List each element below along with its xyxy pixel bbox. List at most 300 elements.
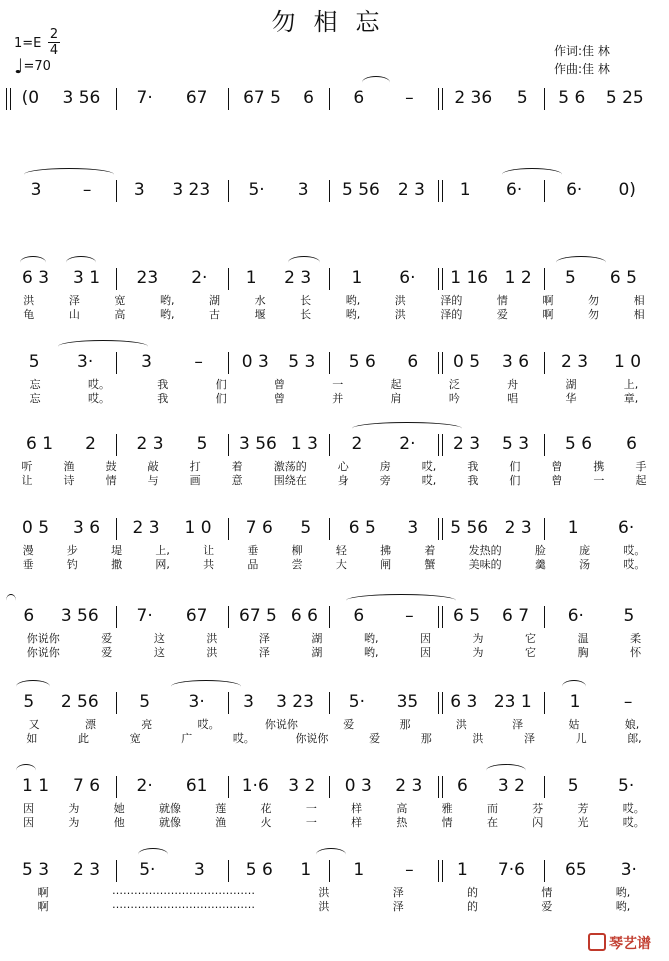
- lyric-syllable: 尝: [291, 558, 303, 571]
- lyric-syllable: 啊: [542, 308, 554, 321]
- beat: 6: [303, 88, 314, 108]
- lyric-syllable: 脸: [534, 544, 546, 557]
- bar-line: [544, 88, 545, 110]
- lyric-syllable: 柔: [630, 632, 642, 645]
- lyric-syllable: 芳: [577, 802, 589, 815]
- lyric-syllable: 湖: [209, 294, 221, 307]
- lyric-syllable: 堰: [254, 308, 266, 321]
- lyric-syllable: 亮: [141, 718, 153, 731]
- beat: 2: [351, 434, 363, 454]
- bar-line: [116, 268, 117, 290]
- lyric-syllable: 房: [379, 460, 391, 473]
- measure: [232, 350, 325, 374]
- bar-line: [116, 776, 117, 798]
- beat: 6·: [566, 180, 583, 200]
- beat: 6·: [506, 180, 523, 200]
- measure: [548, 604, 654, 628]
- measure: [10, 858, 112, 882]
- measure: [333, 858, 434, 882]
- lyric-syllable: 曾: [273, 378, 285, 391]
- lyrics-verse-1: [6, 376, 662, 391]
- lyric-syllable: 相: [633, 294, 645, 307]
- bar-line: [116, 434, 117, 456]
- measure: [120, 858, 224, 882]
- lyric-syllable: 湖: [311, 632, 323, 645]
- lyric-syllable: 渔: [63, 460, 75, 473]
- beat: 3 23: [276, 692, 314, 712]
- measure: [442, 774, 540, 798]
- lyric-syllable: 一: [593, 474, 605, 487]
- lyric-syllable: 爱: [496, 308, 508, 321]
- lyric-syllable: 忘: [29, 378, 41, 391]
- lyric-syllable: 渔: [215, 816, 227, 829]
- lyric-syllable: 闪: [532, 816, 544, 829]
- measure: [120, 774, 224, 798]
- measure: [333, 178, 434, 202]
- tie-arc: [58, 340, 148, 353]
- notation-line: [6, 432, 662, 456]
- lyrics-verse-2: [6, 814, 662, 829]
- lyric-syllable: 曾: [551, 474, 563, 487]
- beat: 3: [193, 860, 205, 880]
- beat: 3: [30, 180, 42, 200]
- beat: 5 56: [342, 180, 380, 200]
- measure: [10, 432, 112, 456]
- lyric-syllable: 热: [396, 816, 408, 829]
- beat: 1 16: [450, 268, 489, 288]
- lyric-syllable: 漫: [22, 544, 34, 557]
- lyric-syllable: 为: [472, 632, 484, 645]
- beat: 7·: [136, 88, 153, 108]
- beat: 1 1: [21, 776, 50, 796]
- bar-line: [438, 434, 443, 456]
- beat: 2·: [136, 776, 153, 796]
- lyric-syllable: 舟: [507, 378, 519, 391]
- lyric-syllable: 泽: [258, 632, 270, 645]
- lyric-syllable: 样: [351, 816, 363, 829]
- lyric-syllable: 你说你: [26, 646, 60, 659]
- beat: 1: [353, 860, 365, 880]
- lyric-syllable: 雅: [441, 802, 453, 815]
- bar-line: [438, 518, 443, 540]
- lyric-syllable: 洪: [206, 646, 218, 659]
- bar-line: [438, 352, 443, 374]
- tie-arc: [6, 594, 16, 607]
- beat: 6: [353, 88, 365, 108]
- beat: 1: [245, 268, 257, 288]
- lyric-syllable: 章,: [623, 392, 639, 405]
- measure: [333, 86, 434, 110]
- beat: 6·: [618, 518, 635, 538]
- tie-arc: [138, 848, 168, 861]
- beat: 0 3: [241, 352, 269, 372]
- beat: 5 6: [558, 88, 586, 108]
- beat: 5: [28, 352, 40, 372]
- lyric-syllable: 垂: [22, 558, 34, 571]
- tie-arc: [352, 422, 462, 435]
- measure: [232, 774, 325, 798]
- lyric-syllable: 洪: [318, 886, 330, 899]
- beat: 3 1: [72, 268, 101, 288]
- measure: [10, 516, 112, 540]
- notation-line: [6, 604, 662, 628]
- beat: 6: [407, 352, 419, 372]
- lyric-syllable: 哎。: [622, 802, 645, 815]
- beat: 3 56: [62, 88, 101, 108]
- bar-line: [228, 692, 229, 714]
- lyric-syllable: 吟: [448, 392, 460, 405]
- lyric-syllable: 芬: [532, 802, 544, 815]
- bar-line: [228, 434, 229, 456]
- lyric-syllable: 这: [153, 632, 165, 645]
- lyric-syllable: 光: [577, 816, 589, 829]
- bar-line: [228, 518, 229, 540]
- lyric-syllable: 着: [231, 460, 243, 473]
- lyric-syllable: 而: [486, 802, 498, 815]
- beat: 6 5: [348, 518, 376, 538]
- measure: [442, 86, 540, 110]
- song-title: 勿相忘: [271, 8, 398, 36]
- bar-line: [544, 180, 545, 202]
- lyric-syllable: 着: [424, 544, 436, 557]
- lyric-syllable: 在: [486, 816, 498, 829]
- beat: 5: [300, 518, 312, 538]
- lyric-syllable: 就像: [158, 816, 181, 829]
- key-signature: 1=E: [14, 36, 42, 51]
- beat: 65: [565, 860, 587, 880]
- beat: 2·: [191, 268, 208, 288]
- lyric-syllable: 围绕在: [273, 474, 307, 487]
- measure: [232, 86, 325, 110]
- lyric-syllable: 高: [114, 308, 126, 321]
- lyric-syllable: 撒: [111, 558, 123, 571]
- beat: 5 25: [605, 88, 644, 108]
- lyric-syllable: 心: [337, 460, 349, 473]
- beat: 3 2: [288, 776, 316, 796]
- beat: 6·: [399, 268, 416, 288]
- lyric-syllable: 携: [593, 460, 605, 473]
- lyric-syllable: 步: [66, 544, 78, 557]
- lyric-syllable: 因: [419, 632, 431, 645]
- beat: 5 56: [450, 518, 489, 538]
- beat: 7·6: [497, 860, 525, 880]
- lyric-syllable: 堤: [111, 544, 123, 557]
- lyric-syllable: 上,: [155, 544, 170, 557]
- lyric-syllable: 起: [390, 378, 402, 391]
- measure: [442, 432, 540, 456]
- beat: 3: [243, 692, 254, 712]
- beat: 3·: [620, 860, 637, 880]
- lyric-syllable: 们: [215, 392, 227, 405]
- notation-line: [6, 858, 662, 882]
- notation-line: [6, 178, 662, 202]
- beat: 1: [567, 518, 579, 538]
- beat: 0): [618, 180, 636, 200]
- lyric-syllable: 汤: [579, 558, 591, 571]
- beat: 67: [185, 606, 208, 626]
- lyric-syllable: 它: [525, 632, 537, 645]
- beat: 5 3: [501, 434, 530, 454]
- lyric-syllable: 啊: [37, 900, 49, 913]
- bar-line: [438, 776, 443, 798]
- lyric-syllable: 激荡的: [273, 460, 307, 473]
- beat: 5: [565, 268, 576, 288]
- lyric-syllable: 洪: [394, 308, 406, 321]
- lyric-syllable: 水: [254, 294, 266, 307]
- lyric-syllable: 她: [113, 802, 125, 815]
- tie-arc: [486, 764, 526, 777]
- lyric-syllable: 并: [332, 392, 344, 405]
- beat: 6 7: [501, 606, 530, 626]
- lyric-syllable: 诗: [63, 474, 75, 487]
- lyric-syllable: 们: [215, 378, 227, 391]
- beat: 5: [196, 434, 208, 454]
- beat: 5: [623, 606, 635, 626]
- beat: 1: [300, 860, 312, 880]
- lyric-syllable: 哎。: [232, 732, 255, 745]
- tie-arc: [502, 168, 562, 181]
- lyric-syllable: 胸: [577, 646, 589, 659]
- lyric-syllable: 花: [260, 802, 272, 815]
- measure: [548, 516, 654, 540]
- bar-line: [116, 352, 117, 374]
- beat: 5: [139, 692, 151, 712]
- beat: 3·: [77, 352, 94, 372]
- bar-line: [228, 352, 229, 374]
- lyric-syllable: 华: [565, 392, 577, 405]
- lyric-syllable: 泽: [512, 718, 524, 731]
- measure: [232, 690, 325, 714]
- lyric-syllable: 洪: [318, 900, 330, 913]
- beat: 2 3: [72, 860, 101, 880]
- lyric-syllable: 这: [153, 646, 165, 659]
- beat: 6: [626, 434, 637, 454]
- lyric-syllable: …………………………………: [112, 898, 256, 911]
- bar-line: [329, 268, 330, 290]
- beat: 3: [133, 180, 145, 200]
- bar-line: [544, 692, 545, 714]
- lyric-syllable: 柳: [291, 544, 303, 557]
- lyric-syllable: 哟,: [345, 294, 361, 307]
- measure: [232, 266, 325, 290]
- beat: 67 5: [239, 606, 277, 626]
- lyric-syllable: 画: [189, 474, 201, 487]
- beat: 1: [459, 180, 471, 200]
- beat: –: [623, 692, 633, 712]
- bar-line: [329, 518, 330, 540]
- lyric-syllable: 勿: [588, 308, 600, 321]
- beat: 6 6: [290, 606, 318, 626]
- notation-line: [6, 266, 662, 290]
- lyric-syllable: 身: [337, 474, 349, 487]
- lyric-syllable: 情: [441, 816, 453, 829]
- beat: 3: [407, 518, 419, 538]
- bar-line: [228, 180, 229, 202]
- tie-arc: [288, 256, 320, 269]
- beat: 5 3: [21, 860, 50, 880]
- lyrics-verse-2: [6, 390, 662, 405]
- beat: 3: [141, 352, 152, 372]
- beat: 35: [396, 692, 419, 712]
- lyric-syllable: 敲: [147, 460, 159, 473]
- measure: [120, 604, 224, 628]
- beat: 23 1: [493, 692, 532, 712]
- beat: 3 56: [60, 606, 99, 626]
- measure: [333, 432, 434, 456]
- lyric-syllable: 闸: [380, 558, 392, 571]
- lyric-syllable: 啊: [542, 294, 554, 307]
- measure: [10, 86, 112, 110]
- time-signature: [48, 28, 60, 57]
- lyric-syllable: 娘,: [624, 718, 640, 731]
- lyric-syllable: 泽: [523, 732, 535, 745]
- lyric-syllable: 泽: [392, 886, 404, 899]
- bar-line: [544, 776, 545, 798]
- lyric-syllable: 哟,: [345, 308, 361, 321]
- lyric-syllable: 为: [68, 802, 80, 815]
- beat: 61: [185, 776, 208, 796]
- beat: 6 3: [450, 692, 478, 712]
- measure: [333, 516, 434, 540]
- measure: [232, 604, 325, 628]
- lyric-syllable: 长: [300, 308, 312, 321]
- beat: 6: [353, 606, 365, 626]
- beat: 2 3: [504, 518, 532, 538]
- measure: [10, 604, 112, 628]
- lyric-syllable: 意: [231, 474, 243, 487]
- beat: 0 5: [452, 352, 481, 372]
- lyrics-verse-2: [6, 644, 662, 659]
- logo-icon: [588, 933, 606, 951]
- measure: [10, 350, 112, 374]
- beat: 6·: [567, 606, 584, 626]
- lyric-syllable: 怀: [630, 646, 642, 659]
- bar-line: [329, 606, 330, 628]
- measure: [10, 690, 112, 714]
- tie-arc: [16, 764, 36, 777]
- tie-arc: [562, 680, 586, 693]
- lyric-syllable: 的: [467, 900, 479, 913]
- lyric-syllable: 蟹: [424, 558, 436, 571]
- lyric-syllable: 曾: [551, 460, 563, 473]
- lyric-syllable: 网,: [155, 558, 170, 571]
- lyrics-verse-2: [6, 472, 662, 487]
- beat: 3 56: [239, 434, 277, 454]
- lyrics-verse-1: [6, 458, 662, 473]
- tempo-value: =70: [23, 59, 51, 74]
- beat: 2 56: [60, 692, 99, 712]
- beat: 5 3: [288, 352, 316, 372]
- measure: [548, 858, 654, 882]
- measure: [333, 774, 434, 798]
- lyric-syllable: 让: [21, 474, 33, 487]
- lyric-syllable: 火: [260, 816, 272, 829]
- measure: [120, 178, 224, 202]
- bar-line: [228, 268, 229, 290]
- measure: [333, 604, 434, 628]
- beat: 7 6: [245, 518, 273, 538]
- lyric-syllable: 那: [399, 718, 411, 731]
- lyric-syllable: 广: [181, 732, 193, 745]
- time-signature-top: 2: [49, 27, 59, 42]
- lyric-syllable: 古: [209, 308, 221, 321]
- lyric-syllable: 美味的: [468, 558, 502, 571]
- lyric-syllable: 唱: [507, 392, 519, 405]
- lyrics-verse-2: [6, 898, 662, 913]
- bar-line: [228, 606, 229, 628]
- measure: [120, 516, 224, 540]
- lyric-syllable: …………………………………: [112, 884, 256, 897]
- tie-arc: [16, 680, 50, 693]
- lyric-syllable: 们: [509, 474, 521, 487]
- lyric-syllable: 就像: [158, 802, 181, 815]
- measure: [333, 690, 434, 714]
- bar-line: [438, 180, 443, 202]
- measure: [120, 432, 224, 456]
- bar-line: [116, 692, 117, 714]
- beat: 0 5: [21, 518, 50, 538]
- lyric-syllable: 爱: [101, 646, 113, 659]
- measure: [548, 350, 654, 374]
- beat: 2 3: [132, 518, 160, 538]
- lyric-syllable: 样: [351, 802, 363, 815]
- beat: 5: [567, 776, 579, 796]
- lyric-syllable: 庞: [579, 544, 591, 557]
- measure: [442, 266, 540, 290]
- lyric-syllable: 洪: [206, 632, 218, 645]
- lyric-syllable: 因: [419, 646, 431, 659]
- beat: –: [194, 352, 203, 372]
- watermark-logo: [588, 933, 651, 953]
- beat: 6: [23, 606, 35, 626]
- bar-line: [544, 434, 545, 456]
- lyric-syllable: 哟,: [159, 308, 175, 321]
- bar-line: [116, 860, 117, 882]
- beat: 2: [85, 434, 96, 454]
- beat: –: [82, 180, 92, 200]
- bar-line: [329, 88, 330, 110]
- beat: 5 6: [565, 434, 593, 454]
- lyric-syllable: 与: [147, 474, 159, 487]
- measure: [10, 266, 112, 290]
- lyric-syllable: 共: [203, 558, 215, 571]
- lyric-syllable: 洪: [394, 294, 406, 307]
- lyric-syllable: 上,: [623, 378, 639, 391]
- lyric-syllable: 为: [472, 646, 484, 659]
- lyrics-verse-1: [6, 884, 662, 899]
- lyric-syllable: 哎。: [623, 544, 646, 557]
- lyrics-verse-2: [6, 556, 662, 571]
- beat: 2 3: [397, 180, 425, 200]
- lyric-syllable: 又: [28, 718, 40, 731]
- lyric-syllable: 起: [635, 474, 647, 487]
- beat: 7·: [136, 606, 153, 626]
- lyric-syllable: 泽的: [440, 294, 463, 307]
- lyric-syllable: 它: [525, 646, 537, 659]
- lyric-syllable: 泽: [258, 646, 270, 659]
- lyric-syllable: 旁: [379, 474, 391, 487]
- lyric-syllable: 湖: [311, 646, 323, 659]
- tie-arc: [556, 256, 606, 269]
- bar-line: [329, 434, 330, 456]
- measure: [232, 432, 325, 456]
- lyric-syllable: 温: [577, 632, 589, 645]
- lyric-syllable: 高: [396, 802, 408, 815]
- measure: [120, 350, 224, 374]
- lyric-syllable: 为: [68, 816, 80, 829]
- time-signature-bottom: 4: [49, 43, 59, 58]
- lyrics-verse-1: [6, 630, 662, 645]
